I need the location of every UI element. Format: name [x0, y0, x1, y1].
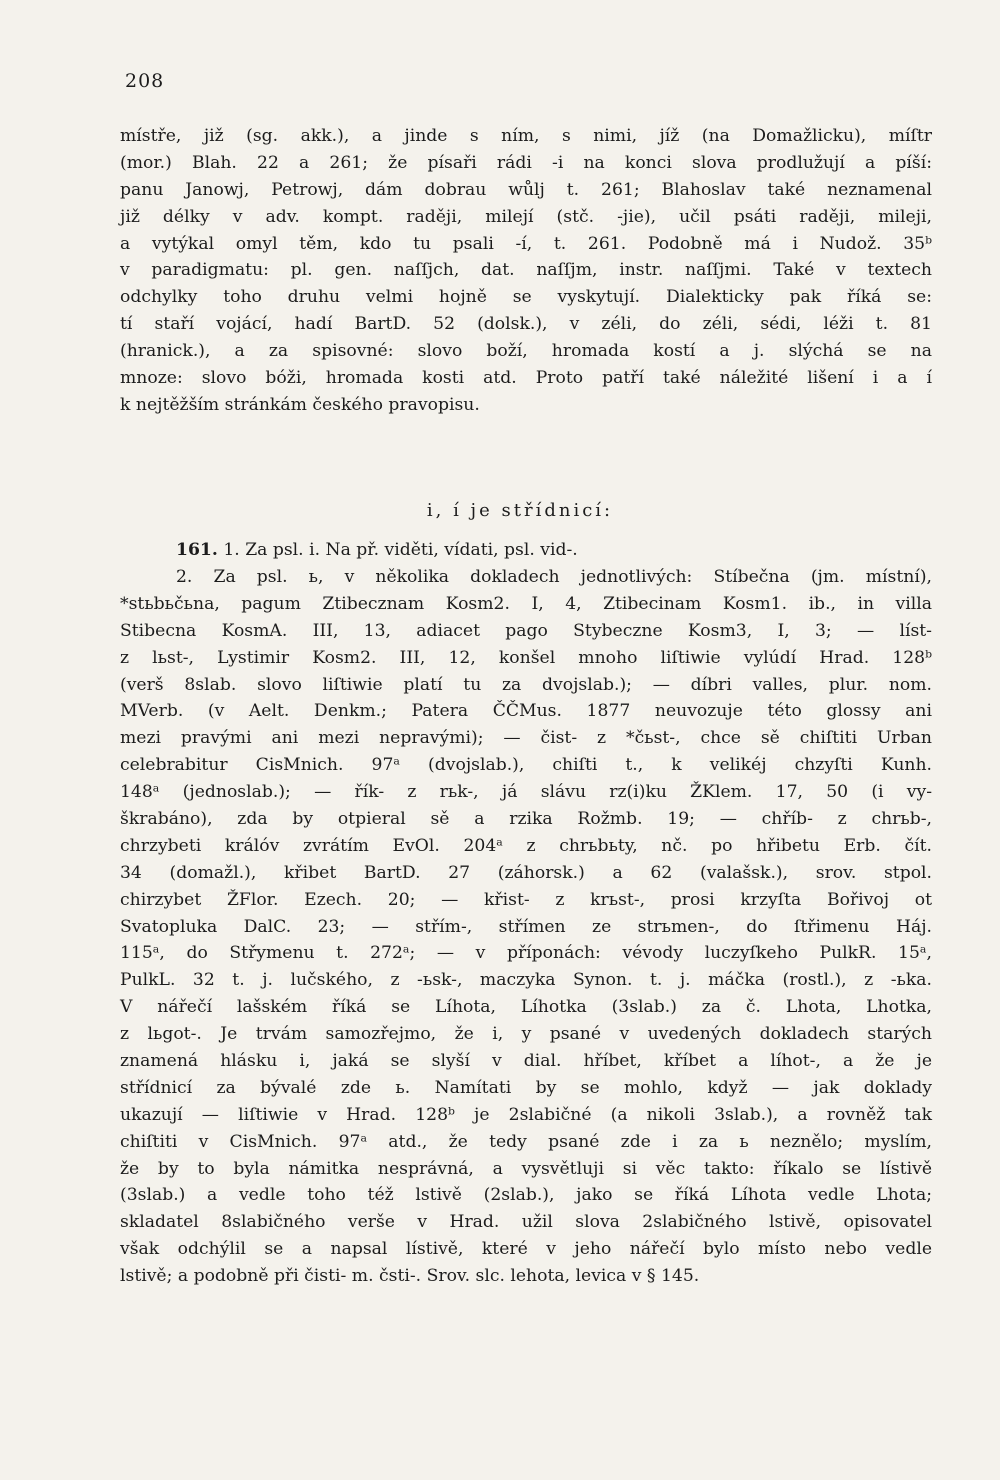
text-line: lstivě; a podobně při čisti- m. čsti-. Srov. slc. lehota, levica v § 145. [120, 1266, 700, 1287]
section-lead-text: 1. Za psl. i. Na př. viděti, vídati, psl. vid-. [217, 540, 578, 560]
text-line: a vytýkal omyl těm, kdo tu psali -í, t. 261. Podobně má i Nudož. 35ᵇ [120, 233, 932, 254]
paragraph-2 [120, 537, 932, 564]
text-line: odchylky toho druhu velmi hojně se vyskytují. Dialekticky pak říká se: [120, 287, 932, 308]
text-line: MVerb. (v Aelt. Denkm.; Patera ČČMus. 1877 neuvozuje této glossy ani [120, 701, 932, 722]
text-line: škrabáno), zda by otpieral sě a rzika Rožmb. 19; — chříb- z chrьb-, [120, 809, 932, 830]
text-line: Stibecna KosmA. III, 13, adiacet pago Stybeczne Kosm3, I, 3; — líst- [120, 620, 932, 641]
text-line: mezi pravými ani mezi nepravými); — čist- z *čьst-, chce sě chiſtiti Urban [120, 728, 932, 749]
text-line: V nářečí lašském říká se Líhota, Líhotka (3slab.) za č. Lhota, Lhotka, [120, 997, 932, 1018]
text-line: Svatopluka DalC. 23; — střím-, střímen ze strьmen-, do ſtřimenu Háj. [120, 916, 932, 937]
text-line: střídnicí za bývalé zde ь. Namítati by se mohlo, když — jak doklady [120, 1077, 932, 1098]
text-line: tí staří vojácí, hadí BartD. 52 (dolsk.), v zéli, do zéli, sédi, léži t. 81 [120, 314, 932, 335]
text-line: k nejtěžším stránkám českého pravopisu. [120, 394, 480, 415]
text-line: (3slab.) a vedle toho též lstivě (2slab.), jako se říká Líhota vedle Lhota; [120, 1185, 932, 1206]
section-number: 161. [176, 540, 218, 560]
text-line: 115ᵃ, do Střymenu t. 272ᵃ; — v příponách: vévody luczyſkeho PulkR. 15ᵃ, [120, 943, 932, 964]
text-line: (verš 8slab. slovo liſtiwie platí tu za dvojslab.); — díbri valles, plur. nom. [120, 674, 932, 695]
text-line: již délky v adv. kompt. raději, milejí (stč. -jie), učil psáti raději, mileji, [120, 206, 932, 227]
text-line: skladatel 8slabičného verše v Hrad. užil slova 2slabičného lstivě, opisovatel [120, 1212, 932, 1233]
text-line: panu Janowj, Petrowj, dám dobrau wůlj t. 261; Blahoslav také neznamenal [120, 179, 932, 200]
text-line: PulkL. 32 t. j. lučského, z -ьsk-, maczyka Synon. t. j. máčka (rostl.), z -ьka. [120, 970, 932, 991]
text-line: znamená hlásku i, jaká se slyší v dial. hříbet, kříbet a líhot-, a že je [120, 1051, 932, 1072]
text-line: 34 (domažl.), křibet BartD. 27 (záhorsk.) a 62 (valašsk.), srov. stpol. [120, 862, 932, 883]
paragraph-1 [120, 123, 932, 419]
text-line: chirzybet ŽFlor. Ezech. 20; — křist- z krьst-, prosi krzyſta Bořivoj ot [120, 889, 932, 910]
text-line: však odchýlil se a napsal lístivě, které v jeho nářečí bylo místo nebo vedle [120, 1239, 932, 1260]
text-line [120, 537, 932, 564]
text-line: 148ᵃ (jednoslab.); — řík- z rьk-, já slávu rz(i)ku ŽKlem. 17, 50 (i vy- [120, 782, 932, 803]
text-line: celebrabitur CisMnich. 97ᵃ (dvojslab.), chiſti t., k velikéj chzyſti Kunh. [120, 755, 932, 776]
text-line: že by to byla námitka nesprávná, a vysvětluji si věc takto: říkalo se lístivě [120, 1158, 932, 1179]
page-number: 208 [125, 70, 165, 92]
section-heading: i, í je střídnicí: [426, 500, 614, 521]
text-line: místře, již (sg. akk.), a jinde s ním, s nimi, jíž (na Domažlicku), míſtr [120, 126, 932, 146]
text-line: mnoze: slovo bóži, hromada kosti atd. Proto patří také náležité lišení i a í [120, 368, 932, 389]
text-line: 2. Za psl. ь, v několika dokladech jednotlivých: Stíbečna (jm. místní), [176, 567, 932, 587]
paragraph-3 [120, 564, 932, 1290]
text-line: (mor.) Blah. 22 a 261; že písaři rádi -i na konci slova prodlužují a píší: [120, 152, 932, 173]
text-line: ukazují — liſtiwie v Hrad. 128ᵇ je 2slabičné (a nikoli 3slab.), a rovněž tak [120, 1104, 932, 1125]
text-line: (hranick.), a za spisovné: slovo boží, hromada kostí a j. slýchá se na [120, 341, 932, 362]
text-line: *stьbьčьna, pagum Ztibecznam Kosm2. I, 4, Ztibecinam Kosm1. ib., in villa [120, 593, 932, 614]
text-line: z lьst-, Lystimir Kosm2. III, 12, konšel mnoho liſtiwie vylúdí Hrad. 128ᵇ [120, 647, 932, 668]
text-line: z lьgot-. Je trvám samozřejmo, že i, y psané v uvedených dokladech starých [120, 1024, 932, 1045]
text-line: chiſtiti v CisMnich. 97ᵃ atd., že tedy psané zde i za ь neznělo; myslím, [120, 1131, 932, 1152]
text-line: v paradigmatu: pl. gen. naſſjch, dat. naſſjm, instr. naſſjmi. Také v textech [120, 260, 932, 281]
text-line: chrzybeti králóv zvrátím EvOl. 204ᵃ z chrьbьty, nč. po hřibetu Erb. čít. [120, 835, 932, 856]
